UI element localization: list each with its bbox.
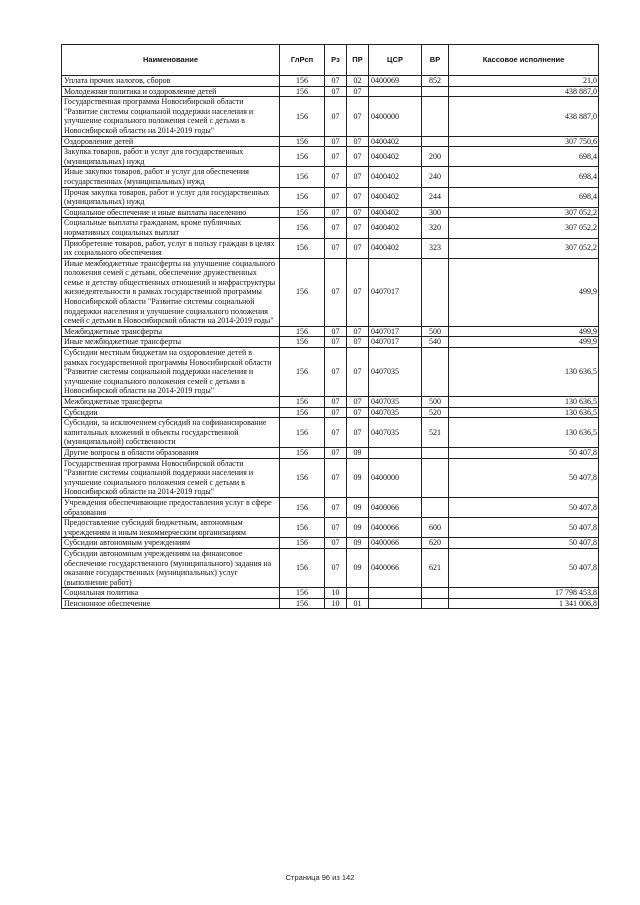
table-row	[62, 407, 599, 418]
table-row	[62, 538, 599, 549]
cell-rz: 07	[325, 167, 347, 187]
cell-rz: 07	[325, 497, 347, 517]
cell-vr: 521	[422, 418, 449, 448]
cell-amount: 50 407,8	[449, 447, 599, 458]
cell-vr: 300	[422, 207, 449, 218]
cell-vr: 500	[422, 326, 449, 337]
cell-name: Молодежная политика и оздоровление детей	[62, 86, 280, 97]
cell-rz: 07	[325, 447, 347, 458]
cell-name: Социальные выплаты гражданам, кроме публичных нормативных социальных выплат	[62, 218, 280, 238]
table-row	[62, 258, 599, 326]
table-row	[62, 588, 599, 599]
cell-rz: 07	[325, 86, 347, 97]
cell-amount: 698,4	[449, 147, 599, 167]
cell-name: Прочая закупка товаров, работ и услуг для государственных (муниципальных) нужд	[62, 187, 280, 207]
cell-rz: 07	[325, 337, 347, 348]
cell-rz: 07	[325, 418, 347, 448]
cell-csr: 0407017	[369, 326, 422, 337]
header-amount: Кассовое исполнение	[449, 45, 599, 76]
cell-vr: 620	[422, 538, 449, 549]
cell-csr	[369, 598, 422, 609]
cell-glrsp: 156	[280, 207, 325, 218]
table-row	[62, 86, 599, 97]
cell-csr: 0400066	[369, 548, 422, 587]
cell-rz: 07	[325, 258, 347, 326]
cell-name: Социальная политика	[62, 588, 280, 599]
cell-glrsp: 156	[280, 218, 325, 238]
cell-vr	[422, 97, 449, 136]
cell-csr: 0400000	[369, 458, 422, 497]
table-row	[62, 598, 599, 609]
cell-csr: 0400402	[369, 147, 422, 167]
cell-pr	[347, 588, 369, 599]
cell-glrsp: 156	[280, 167, 325, 187]
cell-rz: 07	[325, 76, 347, 87]
cell-glrsp: 156	[280, 418, 325, 448]
cell-amount: 50 407,8	[449, 538, 599, 549]
cell-vr	[422, 588, 449, 599]
cell-csr: 0407035	[369, 348, 422, 397]
budget-sheet	[61, 44, 598, 609]
cell-glrsp: 156	[280, 497, 325, 517]
cell-pr: 09	[347, 497, 369, 517]
cell-name: Приобретение товаров, работ, услуг в пользу граждан в целях их социального обеспечения	[62, 238, 280, 258]
cell-amount: 698,4	[449, 187, 599, 207]
cell-amount: 698,4	[449, 167, 599, 187]
cell-name: Иные закупки товаров, работ и услуг для обеспечения государственных (муниципальных) нужд	[62, 167, 280, 187]
cell-pr: 07	[347, 407, 369, 418]
cell-amount: 499,9	[449, 326, 599, 337]
cell-vr: 520	[422, 407, 449, 418]
cell-pr: 09	[347, 538, 369, 549]
cell-vr	[422, 348, 449, 397]
header-rz: Рз	[325, 45, 347, 76]
cell-glrsp: 156	[280, 86, 325, 97]
cell-name: Оздоровление детей	[62, 136, 280, 147]
table-row	[62, 458, 599, 497]
cell-pr: 07	[347, 418, 369, 448]
cell-vr	[422, 458, 449, 497]
cell-name: Субсидии автономным учреждениям	[62, 538, 280, 549]
cell-pr: 07	[347, 207, 369, 218]
cell-pr: 07	[347, 167, 369, 187]
cell-pr: 07	[347, 397, 369, 408]
table-body	[62, 76, 599, 609]
cell-csr	[369, 447, 422, 458]
cell-glrsp: 156	[280, 518, 325, 538]
cell-pr: 02	[347, 76, 369, 87]
table-row	[62, 518, 599, 538]
cell-name: Субсидии автономным учреждениям на финансовое обеспечение государственного (муниципального) задания на оказание государственных (муниципальных) услуг (выполнение работ)	[62, 548, 280, 587]
cell-pr: 07	[347, 337, 369, 348]
cell-csr: 0400402	[369, 167, 422, 187]
cell-csr: 0400066	[369, 518, 422, 538]
cell-csr: 0400402	[369, 207, 422, 218]
cell-amount: 130 636,5	[449, 418, 599, 448]
cell-csr: 0400402	[369, 187, 422, 207]
table-row	[62, 147, 599, 167]
cell-vr	[422, 258, 449, 326]
cell-name: Межбюджетные трансферты	[62, 397, 280, 408]
table-row	[62, 447, 599, 458]
cell-name: Пенсионное обеспечение	[62, 598, 280, 609]
cell-glrsp: 156	[280, 147, 325, 167]
header-pr: ПР	[347, 45, 369, 76]
cell-name: Государственная программа Новосибирской области "Развитие системы социальной поддержки населения и улучшение социального положения семей с детьми в Новосибирской области на 2014-2019 годы"	[62, 97, 280, 136]
cell-rz: 10	[325, 588, 347, 599]
cell-rz: 07	[325, 238, 347, 258]
table-row	[62, 548, 599, 587]
cell-csr: 0400066	[369, 497, 422, 517]
cell-amount: 307 052,2	[449, 218, 599, 238]
cell-glrsp: 156	[280, 97, 325, 136]
cell-glrsp: 156	[280, 397, 325, 408]
cell-name: Другие вопросы в области образования	[62, 447, 280, 458]
cell-pr: 09	[347, 447, 369, 458]
cell-rz: 07	[325, 397, 347, 408]
cell-vr	[422, 598, 449, 609]
cell-glrsp: 156	[280, 136, 325, 147]
cell-amount: 307 052,2	[449, 207, 599, 218]
cell-glrsp: 156	[280, 447, 325, 458]
cell-amount: 17 798 453,8	[449, 588, 599, 599]
cell-csr	[369, 86, 422, 97]
cell-pr: 07	[347, 348, 369, 397]
table-row	[62, 76, 599, 87]
cell-glrsp: 156	[280, 407, 325, 418]
cell-pr: 07	[347, 238, 369, 258]
cell-pr: 07	[347, 147, 369, 167]
cell-amount: 130 636,5	[449, 407, 599, 418]
cell-amount: 50 407,8	[449, 548, 599, 587]
cell-name: Иные межбюджетные трансферты	[62, 337, 280, 348]
cell-glrsp: 156	[280, 458, 325, 497]
cell-csr: 0407035	[369, 407, 422, 418]
cell-rz: 07	[325, 97, 347, 136]
cell-rz: 07	[325, 187, 347, 207]
cell-glrsp: 156	[280, 76, 325, 87]
cell-amount: 50 407,8	[449, 518, 599, 538]
cell-rz: 07	[325, 207, 347, 218]
cell-csr: 0407017	[369, 337, 422, 348]
header-glrsp: ГлРсп	[280, 45, 325, 76]
cell-pr: 09	[347, 548, 369, 587]
cell-rz: 07	[325, 458, 347, 497]
table-row	[62, 418, 599, 448]
cell-pr: 07	[347, 187, 369, 207]
cell-csr: 0407017	[369, 258, 422, 326]
cell-vr: 852	[422, 76, 449, 87]
cell-pr: 09	[347, 458, 369, 497]
cell-amount: 307 052,2	[449, 238, 599, 258]
table-row	[62, 337, 599, 348]
cell-amount: 499,9	[449, 258, 599, 326]
table-row	[62, 136, 599, 147]
cell-csr: 0407035	[369, 397, 422, 408]
cell-rz: 07	[325, 218, 347, 238]
cell-name: Субсидии	[62, 407, 280, 418]
table-row	[62, 187, 599, 207]
cell-name: Уплата прочих налогов, сборов	[62, 76, 280, 87]
cell-amount: 499,9	[449, 337, 599, 348]
budget-execution-table	[61, 44, 599, 609]
cell-pr: 07	[347, 97, 369, 136]
cell-vr: 600	[422, 518, 449, 538]
cell-amount: 438 887,0	[449, 86, 599, 97]
cell-csr: 0400402	[369, 136, 422, 147]
table-row	[62, 238, 599, 258]
cell-pr: 07	[347, 86, 369, 97]
cell-vr: 320	[422, 218, 449, 238]
cell-vr: 200	[422, 147, 449, 167]
cell-amount: 130 636,5	[449, 397, 599, 408]
cell-amount: 307 750,6	[449, 136, 599, 147]
table-header-row	[62, 45, 599, 76]
cell-pr: 09	[347, 518, 369, 538]
cell-name: Межбюджетные трансферты	[62, 326, 280, 337]
cell-csr: 0400069	[369, 76, 422, 87]
cell-vr: 621	[422, 548, 449, 587]
cell-vr	[422, 86, 449, 97]
cell-csr: 0400000	[369, 97, 422, 136]
cell-rz: 10	[325, 598, 347, 609]
cell-glrsp: 156	[280, 337, 325, 348]
cell-csr: 0400402	[369, 218, 422, 238]
cell-csr: 0400066	[369, 538, 422, 549]
cell-glrsp: 156	[280, 538, 325, 549]
header-csr: ЦСР	[369, 45, 422, 76]
cell-vr: 540	[422, 337, 449, 348]
cell-glrsp: 156	[280, 548, 325, 587]
cell-name: Субсидии местным бюджетам на оздоровление детей в рамках государственной программы Новосибирской области "Развитие системы социальной поддержки населения и улучшение социального положения семей с детьми в Новосибирской области на 2014-2019 годы"	[62, 348, 280, 397]
cell-rz: 07	[325, 147, 347, 167]
cell-amount: 21,0	[449, 76, 599, 87]
cell-glrsp: 156	[280, 348, 325, 397]
cell-pr: 07	[347, 136, 369, 147]
cell-csr	[369, 588, 422, 599]
cell-vr	[422, 136, 449, 147]
cell-rz: 07	[325, 136, 347, 147]
table-row	[62, 397, 599, 408]
table-row	[62, 326, 599, 337]
cell-glrsp: 156	[280, 187, 325, 207]
cell-rz: 07	[325, 538, 347, 549]
cell-pr: 07	[347, 218, 369, 238]
cell-name: Иные межбюджетные трансферты на улучшение социального положения семей с детьми, обеспечение дружественных семье и детству общественных отношений и инфраструктуры жизнедеятельности в рамках государственной программы Новосибирской области "Развитие системы социальной поддержки населения и улучшение социального положения семей с детьми в Новосибирской области на 2014-2019 годы"	[62, 258, 280, 326]
cell-glrsp: 156	[280, 326, 325, 337]
cell-amount: 50 407,8	[449, 497, 599, 517]
cell-pr: 07	[347, 258, 369, 326]
cell-csr: 0407035	[369, 418, 422, 448]
cell-name: Социальное обеспечение и иные выплаты населению	[62, 207, 280, 218]
cell-name: Субсидии, за исключением субсидий на софинансирование капитальных вложений в объекты государственной (муниципальной) собственности	[62, 418, 280, 448]
cell-rz: 07	[325, 348, 347, 397]
page-number: Страница 96 из 142	[285, 873, 355, 882]
table-row	[62, 348, 599, 397]
cell-vr: 244	[422, 187, 449, 207]
cell-vr	[422, 447, 449, 458]
cell-pr: 01	[347, 598, 369, 609]
cell-glrsp: 156	[280, 598, 325, 609]
header-name: Наименование	[62, 45, 280, 76]
cell-vr	[422, 497, 449, 517]
cell-amount: 130 636,5	[449, 348, 599, 397]
cell-rz: 07	[325, 326, 347, 337]
cell-pr: 07	[347, 326, 369, 337]
cell-rz: 07	[325, 407, 347, 418]
cell-glrsp: 156	[280, 588, 325, 599]
cell-amount: 438 887,0	[449, 97, 599, 136]
cell-vr: 323	[422, 238, 449, 258]
cell-glrsp: 156	[280, 238, 325, 258]
table-row	[62, 167, 599, 187]
table-row	[62, 218, 599, 238]
table-row	[62, 497, 599, 517]
header-vr: ВР	[422, 45, 449, 76]
cell-name: Закупка товаров, работ и услуг для государственных (муниципальных) нужд	[62, 147, 280, 167]
cell-name: Государственная программа Новосибирской области "Развитие системы социальной поддержки населения и улучшение социального положения семей с детьми в Новосибирской области на 2014-2019 годы"	[62, 458, 280, 497]
cell-vr: 240	[422, 167, 449, 187]
cell-csr: 0400402	[369, 238, 422, 258]
cell-rz: 07	[325, 548, 347, 587]
cell-amount: 1 341 006,8	[449, 598, 599, 609]
cell-glrsp: 156	[280, 258, 325, 326]
cell-rz: 07	[325, 518, 347, 538]
cell-vr: 500	[422, 397, 449, 408]
cell-name: Учреждения обеспечивающие предоставления услуг в сфере образования	[62, 497, 280, 517]
table-row	[62, 207, 599, 218]
table-row	[62, 97, 599, 136]
cell-amount: 50 407,8	[449, 458, 599, 497]
cell-name: Предоставление субсидий бюджетным, автономным учреждениям и иным некоммерческим организациям	[62, 518, 280, 538]
